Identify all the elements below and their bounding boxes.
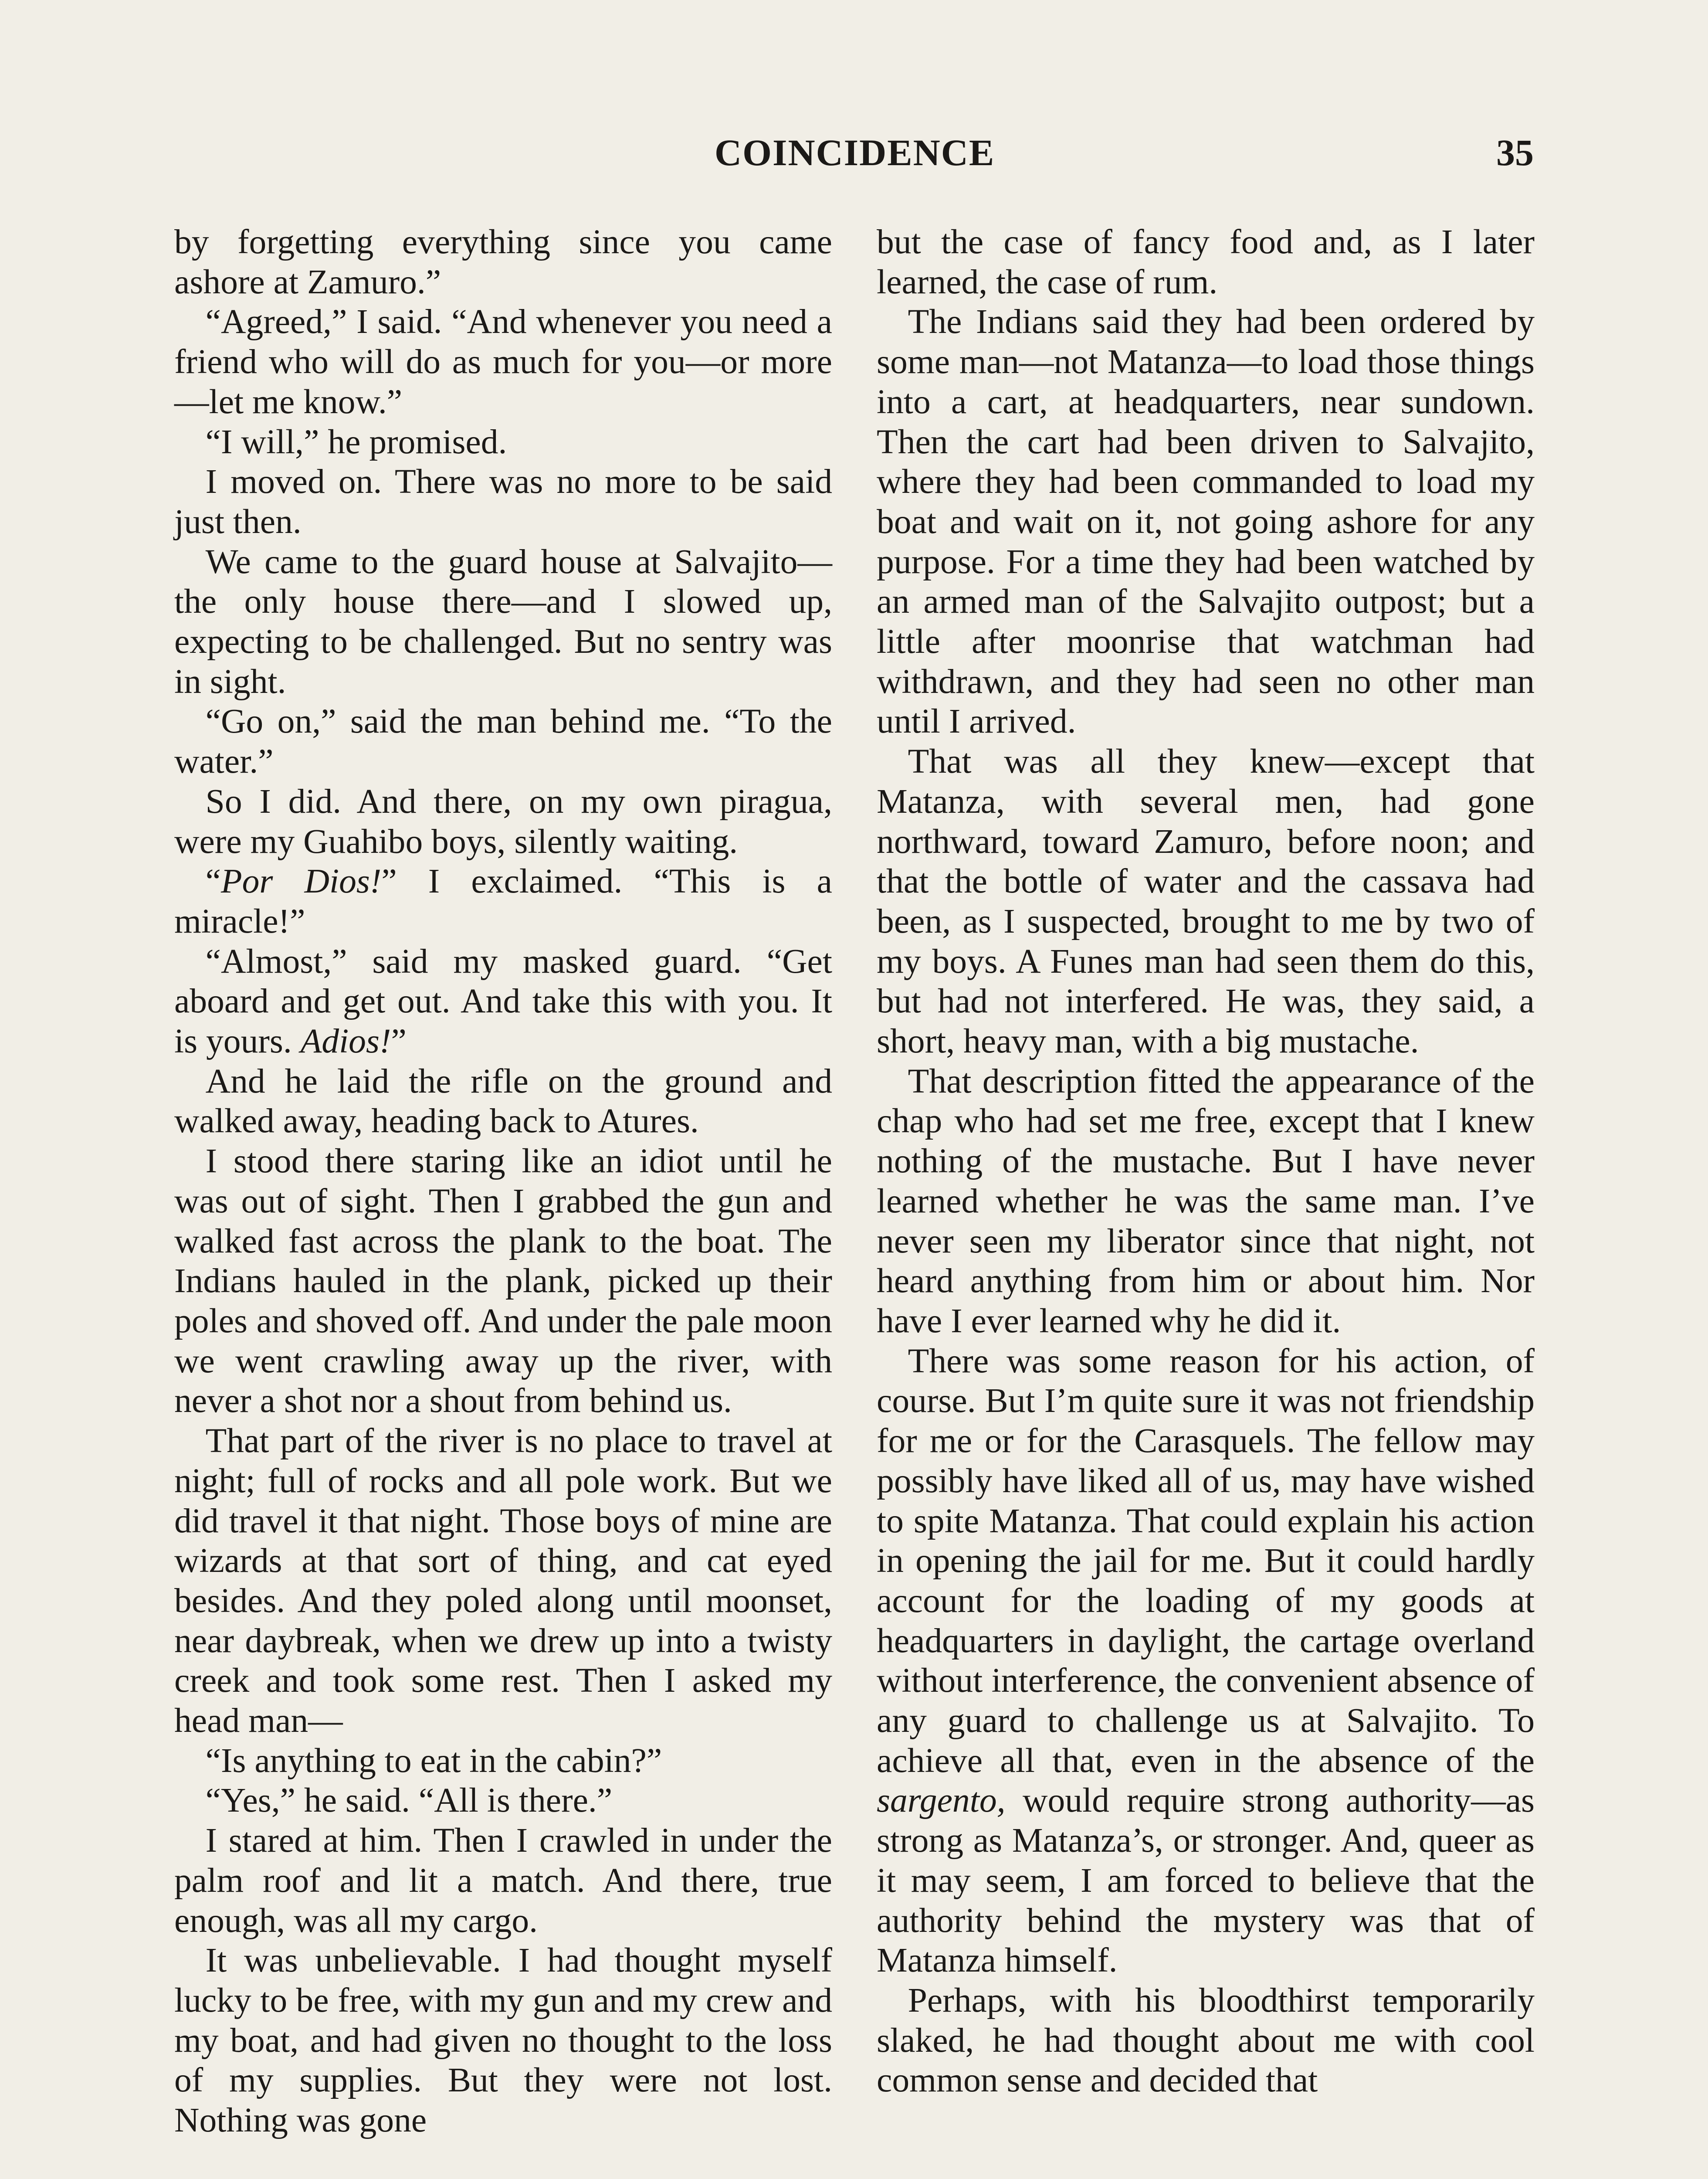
paragraph (174, 422, 832, 462)
paragraph (174, 1141, 832, 1421)
text-run: “Yes,” he said. “All is there.” (205, 1781, 613, 1820)
paragraph (174, 1062, 832, 1141)
paragraph (174, 542, 832, 702)
paragraph (174, 1781, 832, 1821)
paragraph (174, 942, 832, 1062)
paragraph (877, 302, 1535, 742)
paragraph (174, 702, 832, 781)
text-run: “Almost,” said my masked guard. “Get aboard and get out. And take this with you. It is yours. (174, 942, 832, 1061)
text-run: That description fitted the appearance of the chap who had set me free, except that I knew nothing of the mustache. But I have never learned whether he was the same man. I’ve never seen my liberator since that night, not heard anything from him or about him. Nor have I ever learned why he did it. (877, 1062, 1535, 1340)
text-run: but the case of fancy food and, as I later learned, the case of rum. (877, 223, 1535, 301)
text-run: It was unbelievable. I had thought myself lucky to be free, with my gun and my crew and my boat, and had given no thought to the loss of my supplies. But they were not lost. Nothing was gone (174, 1941, 832, 2140)
paragraph (174, 302, 832, 422)
italic-text: Adios! (300, 1022, 391, 1061)
text-run: So I did. And there, on my own piragua, were my Guahibo boys, silently waiting. (174, 782, 832, 861)
italic-text: Por Dios! (220, 862, 382, 901)
text-run: We came to the guard house at Salvajito—the only house there—and I slowed up, expecting to be challenged. But no sentry was in sight. (174, 542, 832, 701)
paragraph (877, 1341, 1535, 1981)
paragraph (174, 862, 832, 941)
paragraph (877, 1981, 1535, 2101)
text-run: “Agreed,” I said. “And whenever you need a friend who will do as much for you—or more—let me know.” (174, 302, 832, 421)
paragraph (174, 782, 832, 862)
paragraph (174, 1741, 832, 1781)
running-title: COINCIDENCE (715, 132, 995, 173)
text-run: “Is anything to eat in the cabin?” (205, 1741, 662, 1780)
text-run: ” (391, 1022, 407, 1061)
paragraph (174, 1821, 832, 1941)
right-column (877, 222, 1535, 2101)
left-column (174, 222, 832, 2141)
text-run: The Indians said they had been ordered by some man—not Matanza—to load those things into a cart, at headquarters, near sundown. Then the cart had been driven to Salvajito, where they had been commanded to load my boat and wait on it, not going ashore for any purpose. For a time they had been watched by an armed man of the Salvajito outpost; but a little after moonrise that watchman had withdrawn, and they had seen no other man until I arrived. (877, 302, 1535, 741)
text-run: “I will,” he promised. (205, 422, 507, 461)
text-run: I moved on. There was no more to be said just then. (174, 462, 832, 541)
text-run: ” I exclaimed. “This is a miracle!” (174, 862, 832, 940)
paragraph (877, 742, 1535, 1062)
text-run: There was some reason for his action, of course. But I’m quite sure it was not friendship for me or for the Carasquels. The fellow may possibly have liked all of us, may have wished to spite Matanza. That could explain his action in opening the jail for me. But it could hardly account for the loading of my goods at headquarters in daylight, the cartage overland without interference, the convenient absence of any guard to challenge us at Salvajito. To achieve all that, even in the absence of the (877, 1341, 1535, 1780)
paragraph (174, 1941, 832, 2141)
paragraph (174, 1421, 832, 1741)
text-run: That was all they knew—except that Matanza, with several men, had gone northward, toward Zamuro, before noon; and that the bottle of water and the cassava had been, as I suspected, brought to me by two of my boys. A Funes man had seen them do this, but had not interfered. He was, they said, a short, heavy man, with a big mustache. (877, 742, 1535, 1061)
paragraph (877, 1062, 1535, 1341)
text-run: by forgetting everything since you came ashore at Zamuro.” (174, 223, 832, 301)
text-run: I stood there staring like an idiot until he was out of sight. Then I grabbed the gun and walked fast across the plank to the boat. The Indians hauled in the plank, picked up their poles and shoved off. And under the pale moon we went crawling away up the river, with never a shot nor a shout from behind us. (174, 1142, 832, 1420)
paragraph (174, 222, 832, 302)
text-run: would require strong authority—as strong as Matanza’s, or stronger. And, queer as it may seem, I am forced to believe that the authority behind the mystery was that of Matanza himself. (877, 1781, 1535, 1980)
italic-text: sargento, (877, 1781, 1006, 1820)
text-run: “Go on,” said the man behind me. “To the water.” (174, 702, 832, 781)
paragraph (174, 462, 832, 542)
text-run: Perhaps, with his bloodthirst temporarily slaked, he had thought about me with cool common sense and decided that (877, 1981, 1535, 2100)
text-run: I stared at him. Then I crawled in under the palm roof and lit a match. And there, true enough, was all my cargo. (174, 1821, 832, 1940)
text-run: And he laid the rifle on the ground and walked away, heading back to Atures. (174, 1062, 832, 1140)
text-run: That part of the river is no place to travel at night; full of rocks and all pole work. But we did travel it that night. Those boys of mine are wizards at that sort of thing, and cat eyed besides. And they poled along until moonset, near daybreak, when we drew up into a twisty creek and took some rest. Then I asked my head man— (174, 1422, 832, 1740)
paragraph (877, 222, 1535, 302)
page-number: 35 (1496, 132, 1534, 173)
text-run: “ (205, 862, 221, 901)
